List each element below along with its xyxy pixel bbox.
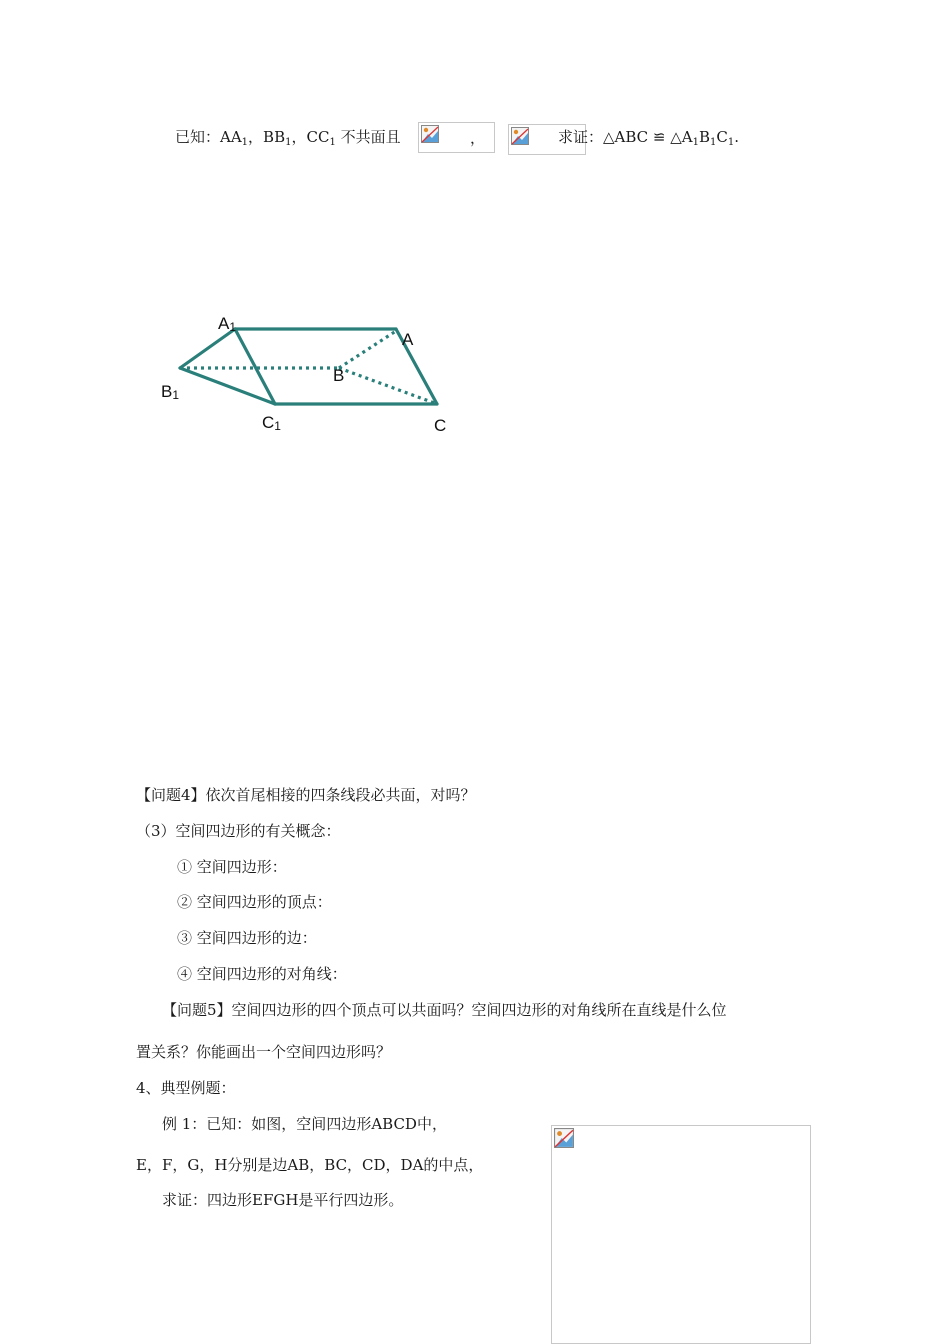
separator-comma: ， bbox=[470, 129, 486, 147]
example-1-line3: 求证：四边形EFGH是平行四边形。 bbox=[162, 1191, 404, 1209]
label-b1: B1 bbox=[161, 382, 180, 402]
given-text: 已知：AA bbox=[175, 128, 242, 146]
prove-text: C bbox=[716, 128, 728, 146]
hidden-edge-b-c bbox=[339, 368, 437, 404]
concept-diagonals: ④ 空间四边形的对角线： bbox=[177, 965, 347, 983]
concept-vertices: ② 空间四边形的顶点： bbox=[177, 893, 332, 911]
image-icon bbox=[554, 1128, 574, 1148]
label-a1: A1 bbox=[218, 314, 237, 334]
subscript: 1 bbox=[285, 137, 292, 148]
subscript: 1 bbox=[727, 137, 735, 148]
concepts-title: （3）空间四边形的有关概念： bbox=[136, 822, 341, 840]
example-1-line1: 例 1：已知：如图，空间四边形ABCD中， bbox=[162, 1115, 447, 1133]
question-5-line1: 【问题5】空间四边形的四个顶点可以共面吗？空间四边形的对角线所在直线是什么位 bbox=[162, 1001, 727, 1019]
image-icon bbox=[511, 127, 529, 145]
concept-edges: ③ 空间四边形的边： bbox=[177, 929, 317, 947]
label-b: B bbox=[333, 366, 345, 385]
label-a: A bbox=[402, 330, 414, 349]
examples-heading: 4、典型例题： bbox=[136, 1079, 236, 1097]
label-c1: C1 bbox=[262, 413, 281, 433]
given-text: 不共面且 bbox=[335, 128, 401, 146]
concept-quadrilateral: ① 空间四边形： bbox=[177, 858, 287, 876]
question-4: 【问题4】依次首尾相接的四条线段必共面，对吗？ bbox=[136, 786, 476, 804]
label-c: C bbox=[434, 416, 447, 435]
edge-a1-b1 bbox=[180, 329, 235, 368]
given-text: ，BB bbox=[248, 128, 286, 146]
question-5-line2: 置关系？你能画出一个空间四边形吗？ bbox=[136, 1043, 392, 1061]
prove-text: 求证：△ABC ≌ △A bbox=[558, 128, 693, 146]
given-statement bbox=[175, 127, 401, 153]
subscript: 1 bbox=[692, 137, 699, 148]
hidden-edge-b-a bbox=[339, 331, 396, 368]
prove-statement bbox=[558, 127, 739, 153]
prove-text: B bbox=[699, 128, 711, 146]
edge-b1-c1 bbox=[180, 368, 275, 404]
prism-figure bbox=[150, 300, 480, 450]
prove-text: . bbox=[734, 128, 740, 146]
given-text: ，CC bbox=[291, 128, 330, 146]
example-1-line2: E，F，G，H分别是边AB，BC，CD，DA的中点， bbox=[136, 1156, 484, 1174]
image-icon bbox=[421, 125, 439, 143]
example-figure-placeholder bbox=[551, 1125, 811, 1344]
subscript: 1 bbox=[329, 137, 336, 148]
subscript: 1 bbox=[241, 137, 249, 148]
subscript: 1 bbox=[710, 137, 717, 148]
